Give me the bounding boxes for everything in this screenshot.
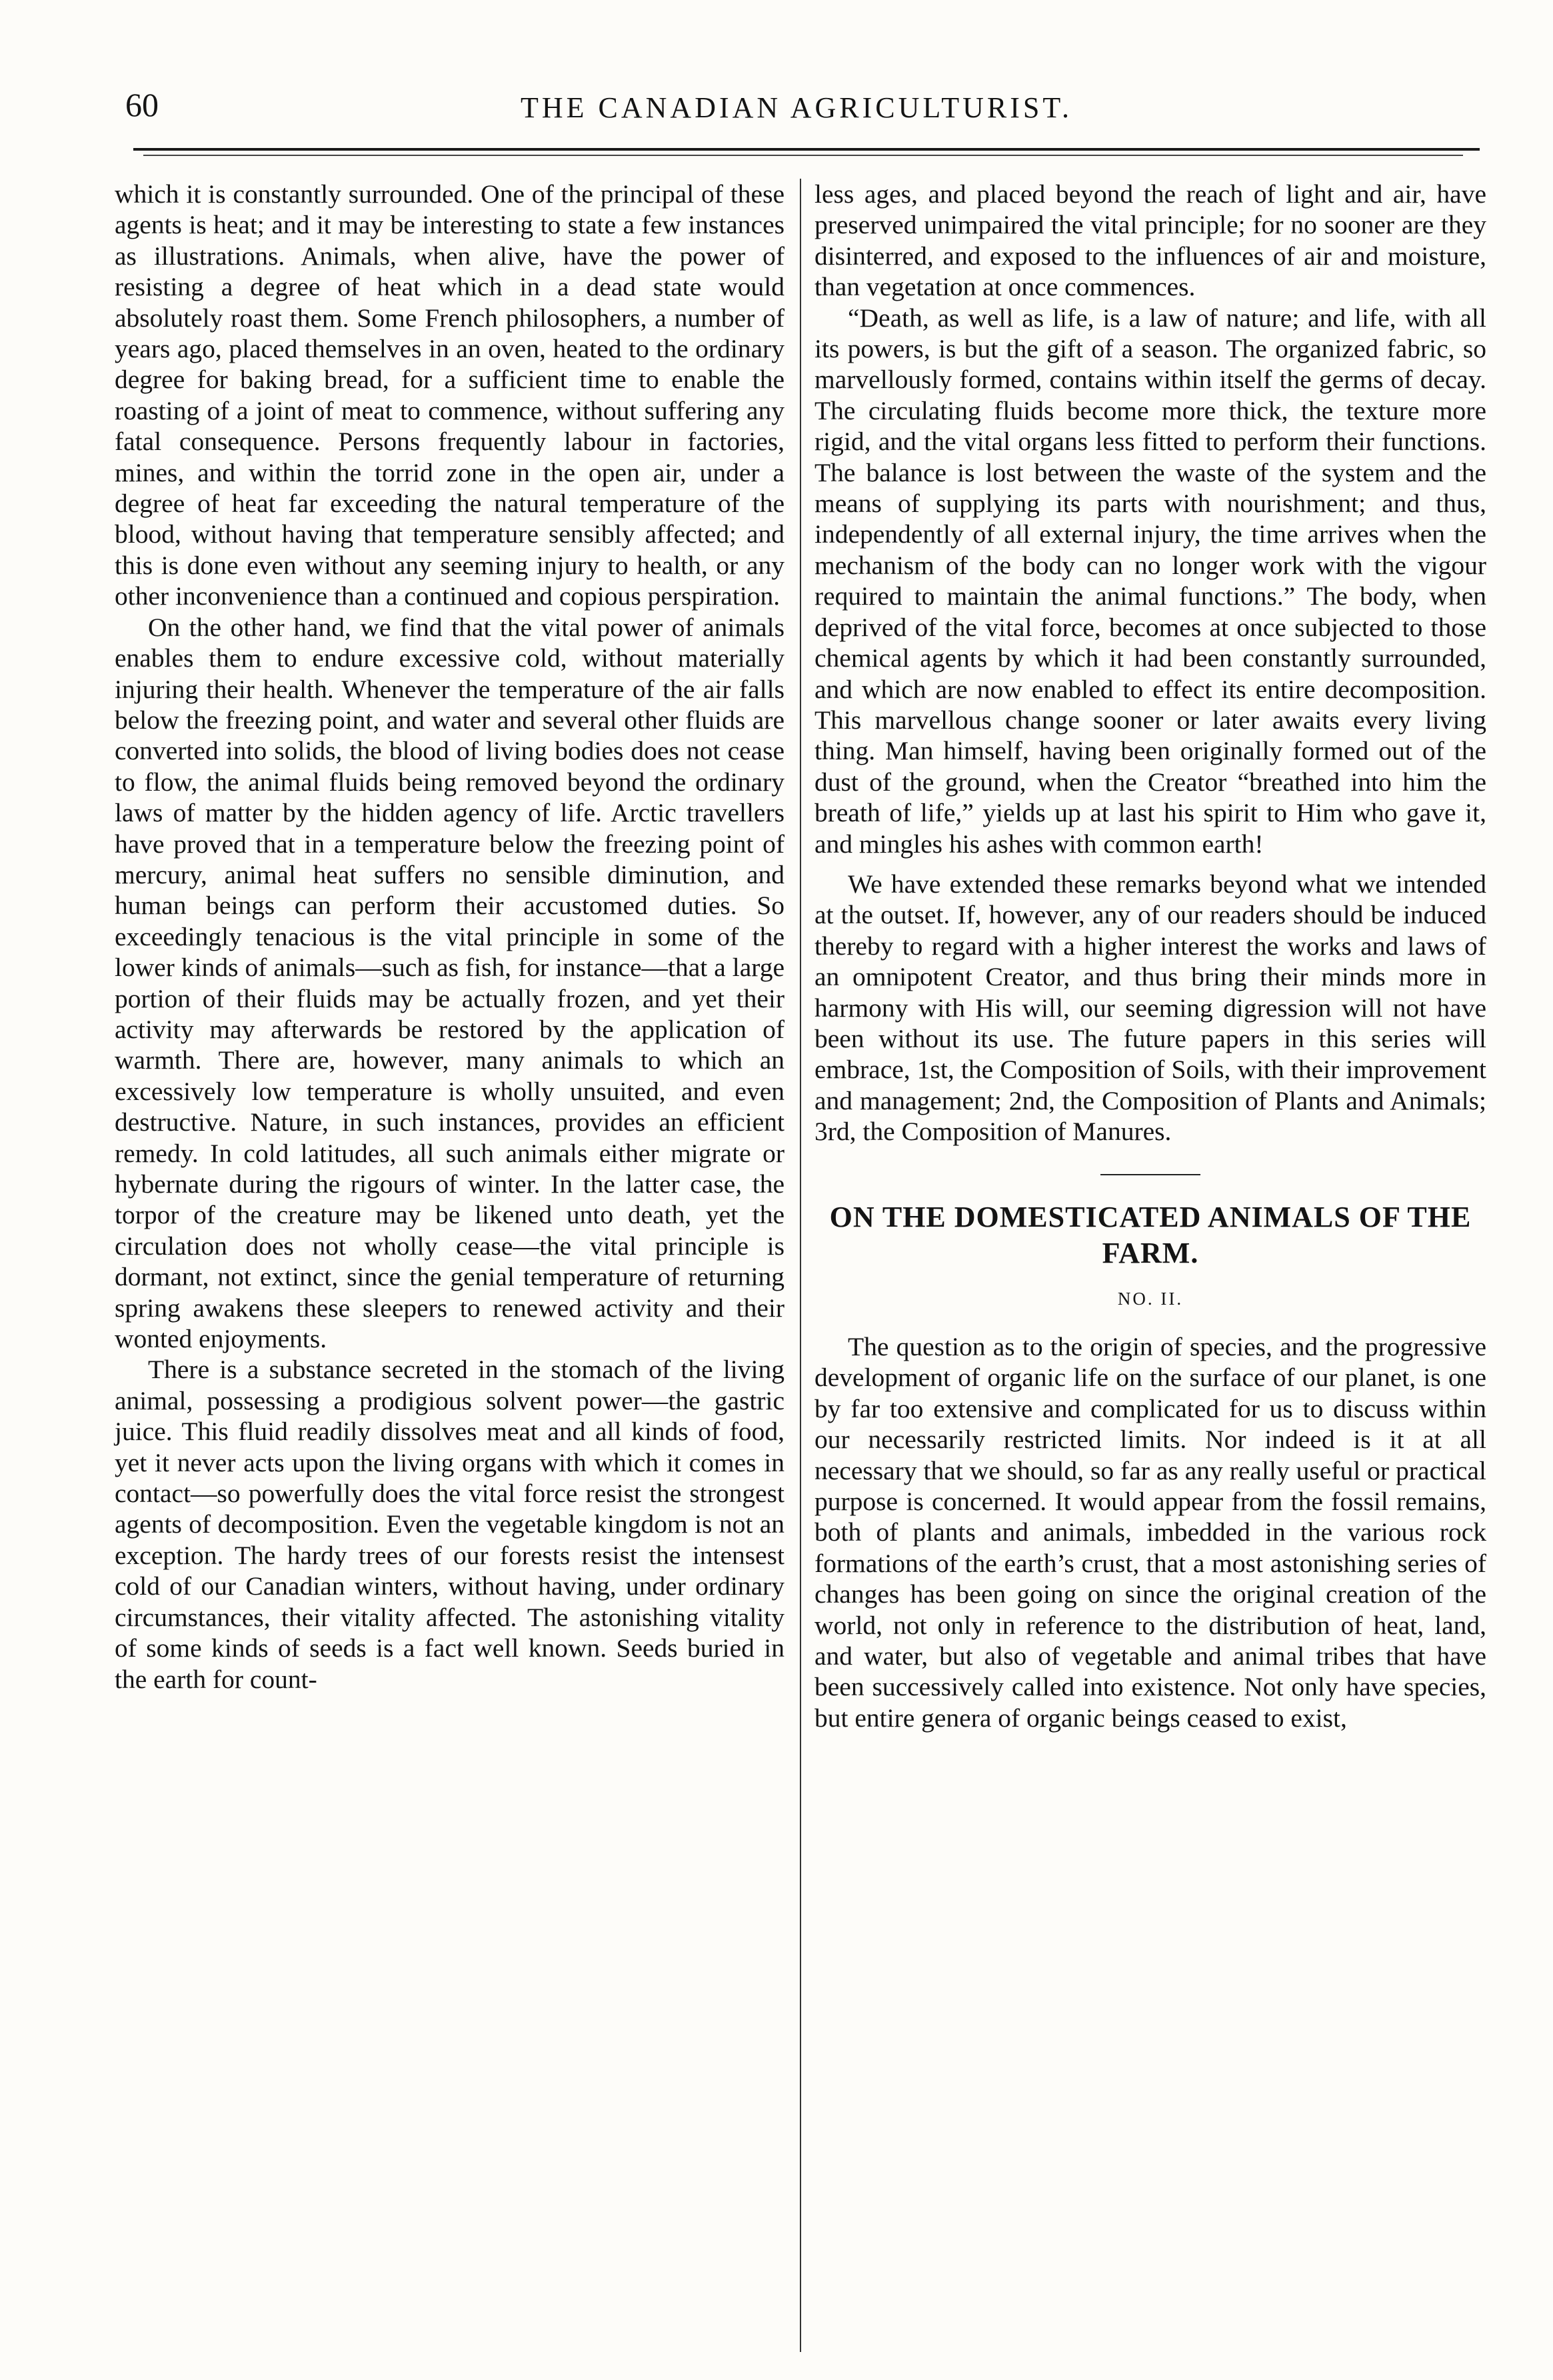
header-rule-thin <box>143 155 1463 156</box>
paragraph: The question as to the origin of species, and the progressive development of organic life on the surface of our planet, is one by far too extensive and complicated for us to discuss within our necessarily restricted limits. Nor indeed is it at all necessary that we should, so far as any really useful or practical purpose is concerned. It would appear from the fossil remains, both of plants and animals, imbedded in the various rock formations of the earth’s crust, that a most astonishing series of changes has been going on since the original creation of the world, not only in reference to the distribution of heat, land, and water, but also of vegetable and animal tribes that have been successively called into existence. Not only have species, but entire genera of organic beings ceased to exist, <box>814 1332 1486 1733</box>
page-number: 60 <box>125 86 159 123</box>
paragraph: On the other hand, we find that the vital power of animals enables them to endure excessive cold, without materially injuring their health. Whenever the temperature of the air falls below the freezing point, and water and several other fluids are converted into solids, the blood of living bodies does not cease to flow, the animal fluids being removed beyond the ordinary laws of matter by the hidden agency of life. Arctic travellers have proved that in a temperature below the freezing point of mercury, animal heat suffers no sensible diminution, and human beings can perform their accustomed duties. So exceedingly tenacious is the vital principle in some of the lower kinds of animals—such as fish, for instance—that a large portion of their fluids may be actually frozen, and yet their activity may afterwards be restored by the application of warmth. There are, however, many animals to which an excessively low temperature is wholly unsuited, and even destructive. Nature, in such instances, provides an efficient remedy. In cold latitudes, all such animals either migrate or hybernate during the rigours of winter. In the latter case, the torpor of the creature may be likened unto death, yet the circulation does not wholly cease—the vital principle is dormant, not extinct, since the genial temperature of returning spring awakens these sleepers to renewed activity and their wonted enjoyments. <box>115 612 784 1354</box>
article-title: ON THE DOMESTICATED ANIMALS OF THE FARM. <box>829 1200 1472 1269</box>
paragraph: which it is constantly surrounded. One of the principal of these agents is heat; and it may be interesting to state a few instances as illustrations. Animals, when alive, have the power of resisting a degree of heat which in a dead state would absolutely roast them. Some French philosophers, a number of years ago, placed themselves in an oven, heated to the ordinary degree for baking bread, for a sufficient time to enable the roasting of a joint of meat to commence, without suffering any fatal consequence. Persons frequently labour in factories, mines, and within the torrid zone in the open air, under a degree of heat far exceeding the natural temperature of the blood, without having that temperature sensibly affected; and this is done even without any seeming injury to health, or any other inconvenience than a continued and copious perspiration. <box>115 179 784 611</box>
paragraph: “Death, as well as life, is a law of nature; and life, with all its powers, is but the gift of a season. The organized fabric, so marvellously formed, contains within itself the germs of decay. The circulating fluids become more thick, the texture more rigid, and the vital organs less fitted to perform their functions. The balance is lost between the waste of the system and the means of supplying its parts with nourishment; and thus, independently of all external injury, the time arrives when the mechanism of the body can no longer work with the vigour required to maintain the animal functions.” The body, when deprived of the vital force, becomes at once subjected to those chemical agents by which it had been constantly surrounded, and which are now enabled to effect its entire decomposition. This marvellous change sooner or later awaits every living thing. Man himself, having been originally formed out of the dust of the ground, when the Creator “breathed into him the breath of life,” yields up at last his spirit to Him who gave it, and mingles his ashes with common earth! <box>814 303 1486 859</box>
paragraph: There is a substance secreted in the stomach of the living animal, possessing a prodigious solvent power—the gastric juice. This fluid readily dissolves meat and all kinds of food, yet it never acts upon the living organs with which it comes in contact—so powerfully does the vital force resist the strongest agents of decomposition. Even the vegetable kingdom is not an exception. The hardy trees of our forests resist the intensest cold of our Canadian winters, without having, under ordinary circumstances, their vitality affected. The astonishing vitality of some kinds of seeds is a fact well known. Seeds buried in the earth for count- <box>115 1355 784 1694</box>
section-separator <box>1100 1174 1200 1175</box>
running-title: THE CANADIAN AGRICULTURIST. <box>521 91 1072 124</box>
header-rule-thick <box>133 148 1480 151</box>
paragraph: We have extended these remarks beyond what we intended at the outset. If, however, any of our readers should be induced thereby to regard with a higher interest the works and laws of an omnipotent Creator, and thus bring their minds more in harmony with His will, our seeming digression will not have been without its use. The future papers in this series will embrace, 1st, the Composition of Soils, with their improvement and management; 2nd, the Composition of Plants and Animals; 3rd, the Composition of Manures. <box>814 869 1486 1147</box>
right-column <box>814 179 1486 1733</box>
page-header <box>107 85 1486 132</box>
article-number: NO. II. <box>1117 1288 1184 1309</box>
paragraph: less ages, and placed beyond the reach of light and air, have preserved unimpaired the vital principle; for no sooner are they disinterred, and exposed to the influences of air and moisture, than vegetation at once commences. <box>814 179 1486 302</box>
column-divider <box>800 179 801 2352</box>
left-column <box>115 179 784 1695</box>
